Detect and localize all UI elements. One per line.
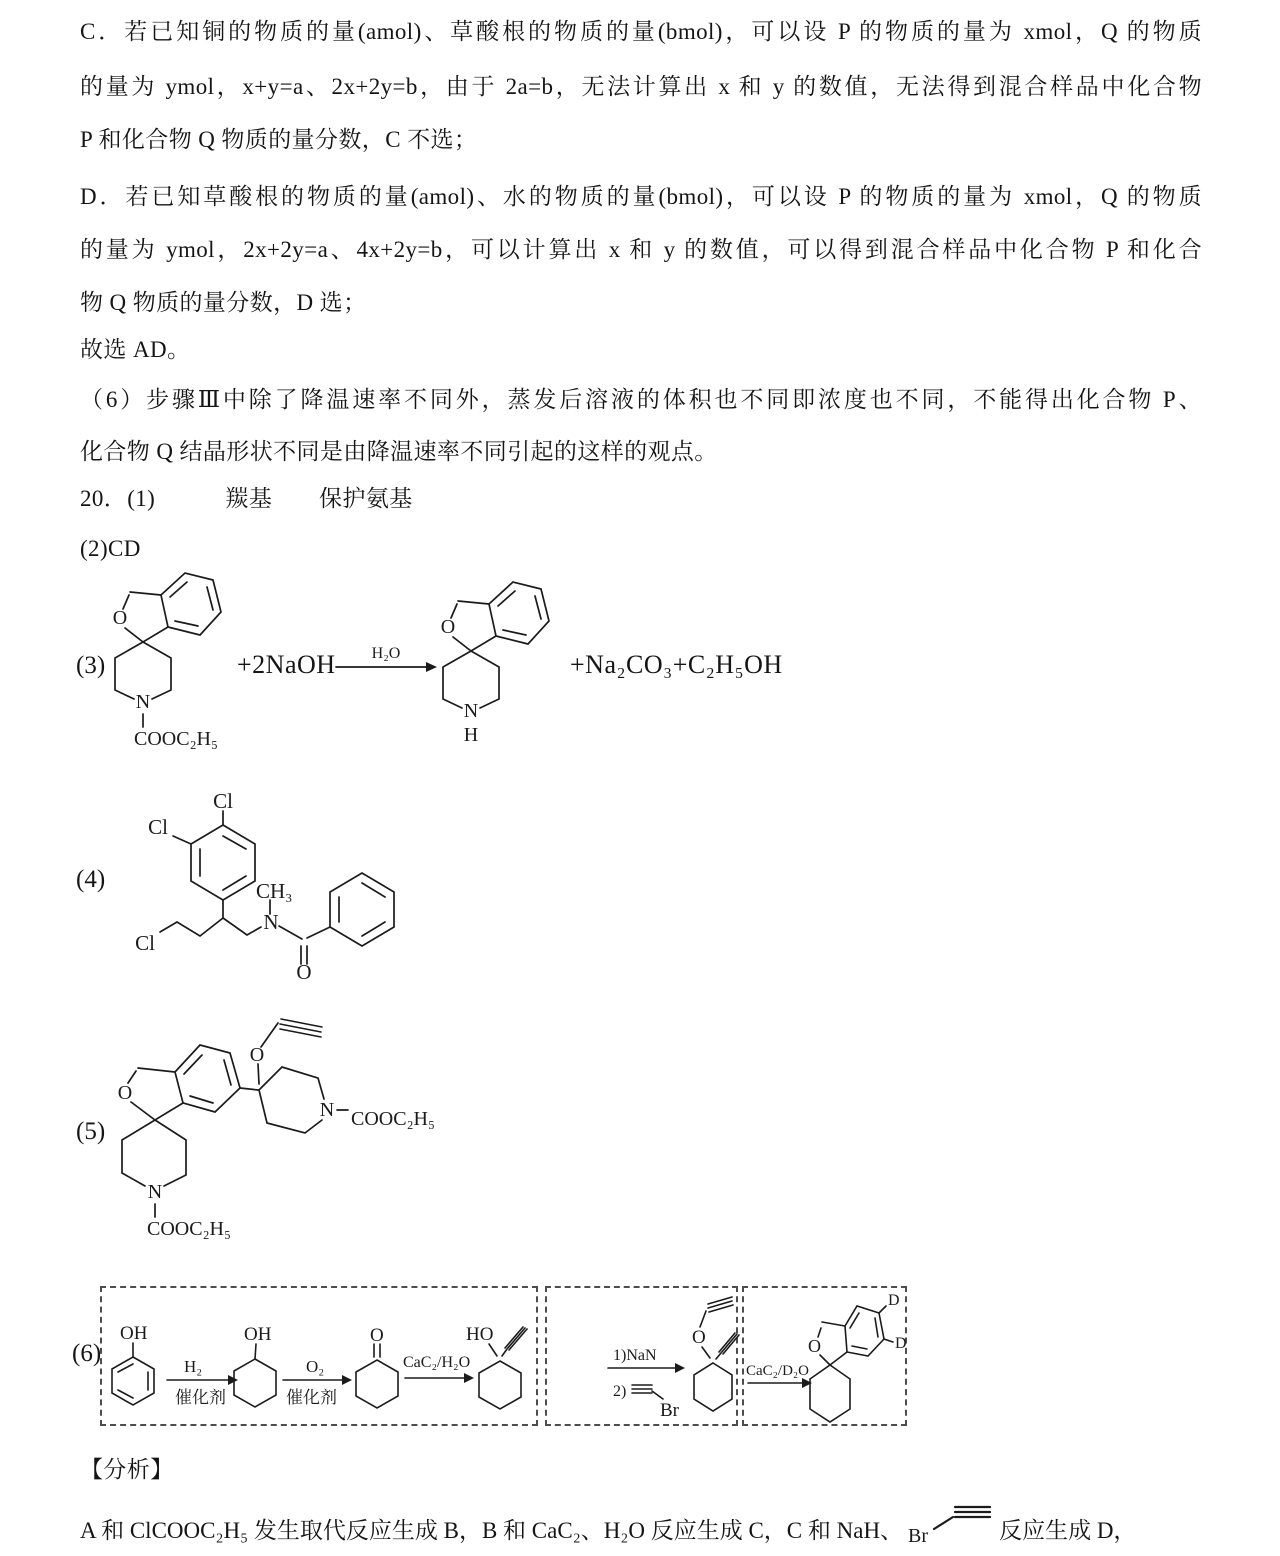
piperidine-ring-1: [122, 1120, 231, 1240]
text-line: (2)CD: [80, 536, 141, 561]
oxygen-label: O: [249, 1044, 265, 1066]
text-line: D．若已知草酸根的物质的量(amol)、水的物质的量(bmol)，可以设 P 的物质的量为 xmol，Q 的物质: [80, 184, 1202, 209]
nh-hydrogen-label: H: [463, 724, 479, 746]
item-label-4: (4): [76, 866, 106, 893]
arrow-hydrogenation: [167, 1357, 238, 1407]
cyclohexanone-structure: [356, 1325, 398, 1408]
condition-label: CaC₂/D₂O: [746, 1363, 809, 1379]
nitrogen-label: N: [319, 1099, 335, 1121]
analysis-line: [80, 1500, 1136, 1546]
products-text: +Na₂CO₃+C₂H₅OH: [570, 650, 783, 679]
propargyloxy-group: [250, 1019, 322, 1084]
scheme-box1-drawing: [100, 1286, 538, 1426]
deuterium-label: D: [888, 1292, 900, 1309]
text-line: 的量为 ymol，2x+2y=a、4x+2y=b，可以计算出 x 和 y 的数值，可以得到混合样品中化合物 P 和化合: [80, 237, 1202, 262]
deuterated-spiro-product: [808, 1292, 907, 1422]
benzene-ring: [161, 573, 221, 635]
cyclohexanol-structure: [234, 1324, 276, 1407]
furan-ring: [441, 601, 496, 651]
oxygen-label: O: [370, 1325, 384, 1346]
ester-label: COOC₂H₅: [351, 1108, 435, 1130]
phenol-structure: [112, 1323, 154, 1405]
nitrogen-label: N: [463, 700, 479, 722]
chloropropyl-chain: [135, 900, 223, 955]
piperidine-ring: [443, 651, 499, 746]
text-line: 物 Q 物质的量分数，D 选；: [80, 290, 367, 315]
benzene-ring: [175, 1045, 240, 1112]
item-label-3: (3): [76, 652, 106, 679]
ethynylcyclohexanol-structure: [466, 1324, 527, 1409]
arrow-ethynylation: [403, 1354, 474, 1383]
hydroxyl-label: OH: [244, 1324, 272, 1345]
arrow-oxidation: [283, 1357, 352, 1407]
analysis-text-post: 反应生成 D，: [999, 1518, 1137, 1543]
nitrogen-label: N: [135, 691, 151, 713]
oxygen-label: O: [692, 1327, 706, 1348]
benzene-ring: [489, 582, 549, 644]
piperidine-ring-2: [240, 1067, 435, 1133]
methyl-label: CH₃: [256, 879, 293, 903]
oxygen-label: O: [808, 1336, 821, 1356]
deuterium-label: D: [895, 1335, 907, 1352]
chlorine-label: Cl: [148, 815, 168, 839]
arrow-cyclization: [746, 1363, 812, 1388]
analysis-header: 【分析】: [80, 1457, 174, 1482]
scheme-box2-drawing: [545, 1286, 738, 1426]
text-line: P 和化合物 Q 物质的量分数，C 不选；: [80, 127, 478, 152]
text-line: （6）步骤Ⅲ中除了降温速率不同外，蒸发后溶液的体积也不同即浓度也不同，不能得出化合物 P、: [80, 387, 1202, 412]
condition-label: O₂: [306, 1357, 325, 1376]
condition-label: H₂: [184, 1357, 203, 1376]
furan-ring: [118, 1068, 183, 1120]
ester-label: COOC₂H₅: [134, 728, 218, 750]
condition-label: CaC₂/H₂O: [403, 1354, 471, 1371]
chlorine-label: Cl: [135, 931, 155, 955]
item-label-6: (6): [72, 1340, 102, 1367]
condition-step2-label: 2): [613, 1383, 627, 1400]
methylamino-group: [223, 879, 293, 935]
analysis-text-pre: A 和 ClCOOC₂H₅ 发生取代反应生成 B，B 和 CaC₂、H₂O 反应生成 C，C 和 NaH、: [80, 1518, 904, 1543]
oxygen-label: O: [296, 960, 312, 984]
text-line: 化合物 Q 结晶形状不同是由降温速率不同引起的这样的观点。: [80, 439, 718, 464]
catalyst-label: 催化剂: [175, 1388, 226, 1407]
bromine-label: Br: [908, 1525, 929, 1547]
chlorine-label: Cl: [213, 789, 233, 813]
catalyst-label: 催化剂: [286, 1388, 337, 1407]
arrow-alkylation: [608, 1347, 685, 1421]
text-line: C．若已知铜的物质的量(amol)、草酸根的物质的量(bmol)，可以设 P 的物质的量为 xmol，Q 的物质: [80, 19, 1202, 44]
text-line: 故选 AD。: [80, 337, 191, 362]
bromine-label: Br: [660, 1400, 679, 1421]
structure-spiro-carbamate: [93, 568, 243, 768]
ester-label: COOC₂H₅: [147, 1218, 231, 1240]
hydroxyl-label: HO: [466, 1324, 494, 1345]
scheme-box3-drawing: [742, 1286, 907, 1426]
reagent-naoh: +2NaOH: [237, 650, 336, 679]
benzoyl-group: [279, 873, 394, 984]
oxygen-label: O: [440, 616, 456, 638]
hydroxyl-label: OH: [120, 1323, 148, 1344]
oxygen-label: O: [117, 1082, 133, 1104]
propargyl-ether-structure: [692, 1297, 739, 1411]
arrow-condition-label: H₂O: [371, 645, 401, 662]
furan-ring: [113, 592, 168, 642]
oxygen-label: O: [112, 607, 128, 629]
item-label-5: (5): [76, 1118, 106, 1145]
piperidine-ring: [115, 642, 171, 713]
text-line: 20．(1) 羰基 保护氨基: [80, 486, 413, 511]
structure-bis-piperidine-spiro: [103, 1008, 463, 1248]
nitrogen-label: N: [147, 1181, 163, 1203]
text-line: 的量为 ymol，x+y=a、2x+2y=b，由于 2a=b，无法计算出 x 和 y 的数值，无法得到混合样品中化合物: [80, 74, 1202, 99]
condition-step1-label: 1)NaN: [613, 1347, 657, 1364]
dichlorophenyl-ring: [148, 789, 255, 900]
nitrogen-label: N: [263, 910, 279, 934]
structure-dichlorophenyl-amide: [123, 780, 408, 990]
structure-spiro-nh: [421, 577, 571, 777]
propargyl-bromide-structure: [906, 1500, 996, 1548]
